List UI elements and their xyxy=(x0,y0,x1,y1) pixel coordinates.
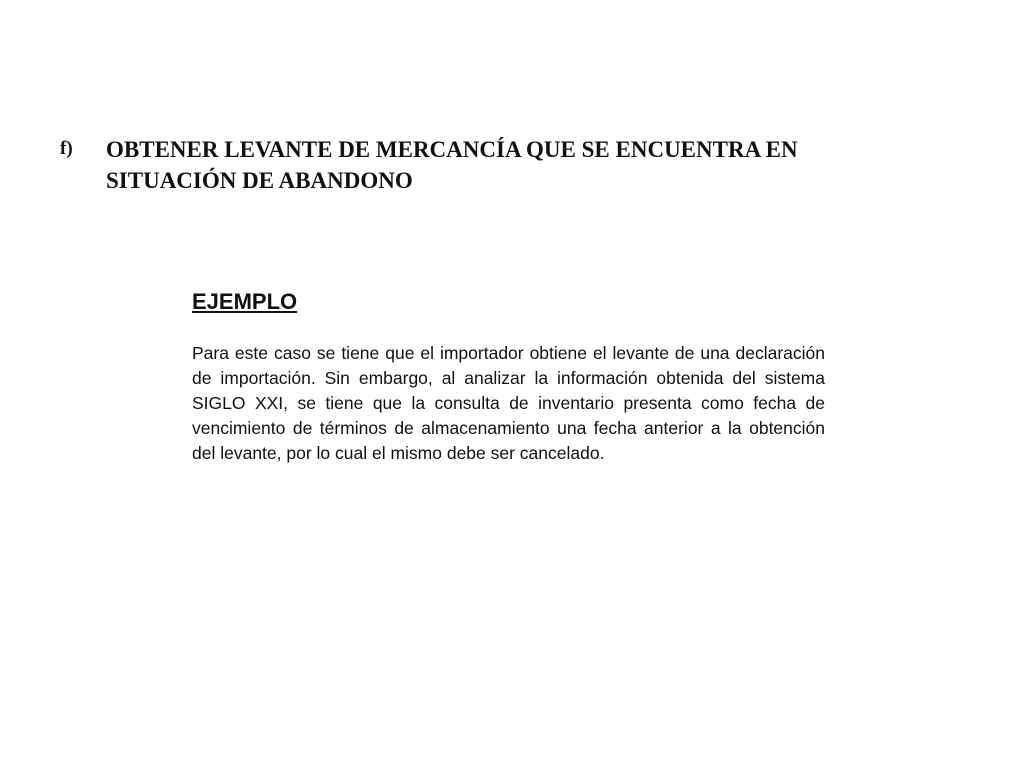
example-heading: EJEMPLO xyxy=(192,289,298,314)
section-marker: f) xyxy=(60,138,73,159)
section-title: OBTENER LEVANTE DE MERCANCÍA QUE SE ENCUENTRA EN SITUACIÓN DE ABANDONO xyxy=(106,137,798,193)
section-heading xyxy=(60,134,960,196)
example-block xyxy=(192,287,825,466)
example-body: Para este caso se tiene que el importador obtiene el levante de una declaración de importación. Sin embargo, al analizar la información obtenida del sistema SIGLO XXI, se tiene que la consulta de inventario presenta como fecha de vencimiento de términos de almacenamiento una fecha anterior a la obtención del levante, por lo cual el mismo debe ser cancelado. xyxy=(192,343,825,463)
